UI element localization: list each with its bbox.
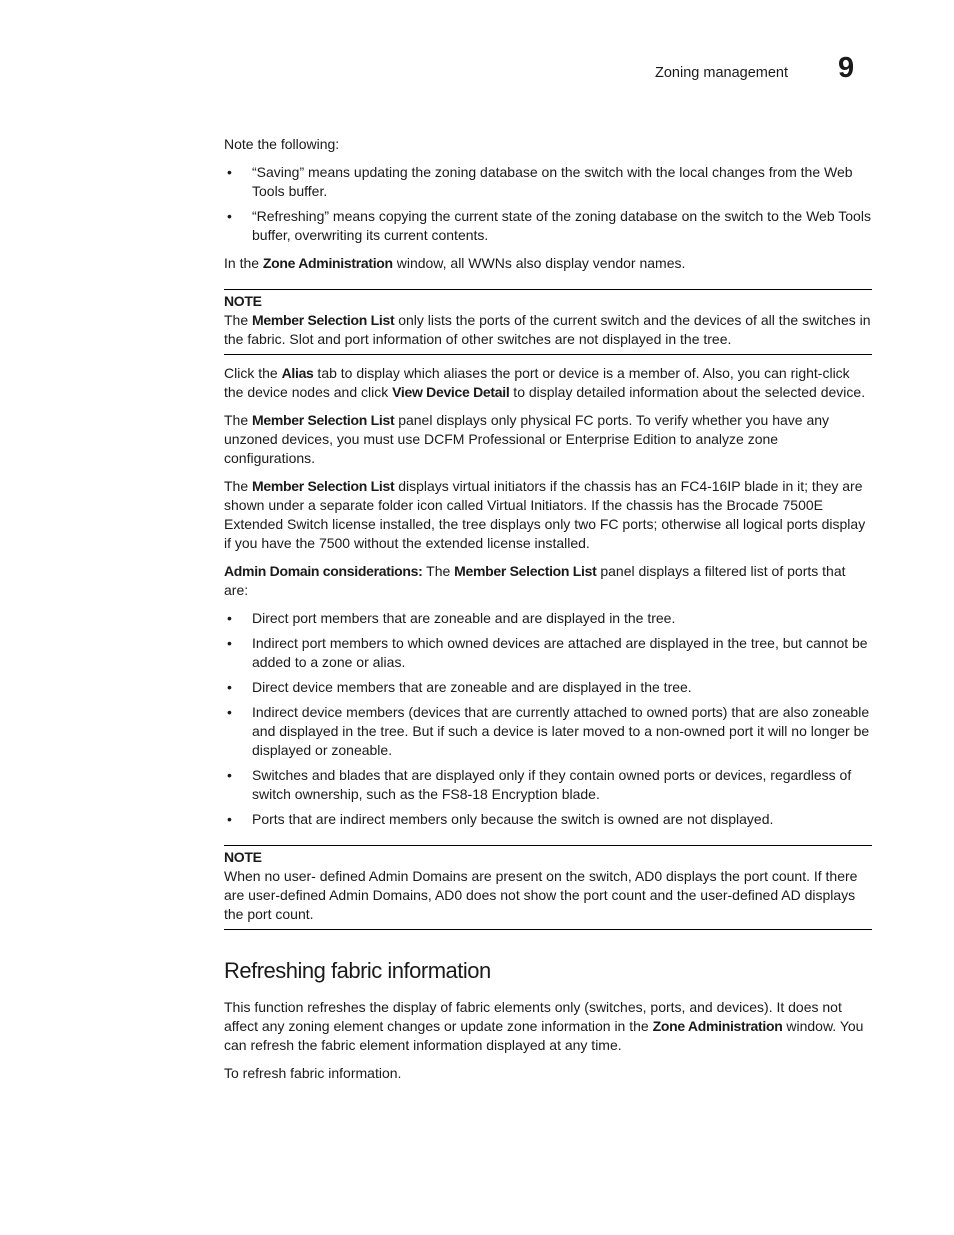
chapter-number: 9: [838, 52, 855, 84]
ui-term: Member Selection List: [252, 478, 395, 494]
admin-domain-paragraph: Admin Domain considerations: The Member Selection List panel displays a filtered list of ports that are:: [224, 563, 846, 598]
list-item: • “Saving” means updating the zoning database on the switch with the local changes from the Web Tools buffer.: [224, 163, 872, 201]
ui-term: Member Selection List: [454, 563, 597, 579]
procedure-intro: To refresh fabric information.: [224, 1065, 402, 1081]
refresh-description-paragraph: This function refreshes the display of fabric elements only (switches, ports, and devices). It does not affect any zoning element changes or update zone information in the Zone Administration window. You can refresh the fabric element information displayed at any time.: [224, 999, 864, 1053]
list-item: • Indirect port members to which owned devices are attached are displayed in the tree, but cannot be added to a zone or alias.: [224, 634, 872, 672]
note-label: NOTE: [224, 293, 262, 309]
page-body: [224, 135, 872, 1092]
ui-term: Alias: [281, 365, 314, 381]
ui-term: Zone Administration: [262, 255, 393, 271]
intro-paragraph: Note the following:: [224, 136, 340, 152]
section-heading: Refreshing fabric information: [224, 958, 491, 983]
note-label: NOTE: [224, 849, 262, 865]
vendor-names-paragraph: In the Zone Administration window, all WWNs also display vendor names.: [224, 255, 686, 271]
ui-term: Member Selection List: [252, 412, 395, 428]
alias-paragraph: Click the Alias tab to display which aliases the port or device is a member of. Also, you can right-click the device nodes and click View Device Detail to display detailed information about the selected device.: [224, 365, 866, 400]
note-box: [224, 289, 872, 355]
note-text: When no user- defined Admin Domains are present on the switch, AD0 displays the port count. If there are user-defined Admin Domains, AD0 does not show the port count and the user-defined AD displays the port count.: [224, 868, 858, 922]
ui-term: Member Selection List: [252, 312, 395, 328]
section-title: Zoning management: [655, 65, 788, 81]
note-text: The Member Selection List only lists the ports of the current switch and the devices of all the switches in the fabric. Slot and port information of other switches are not displayed in the tree.: [224, 312, 871, 347]
list-item: • Indirect device members (devices that are currently attached to owned ports) that are also zoneable and displayed in the tree. But if such a device is later moved to a non-owned port it will no longer be displayed or zoneable.: [224, 703, 872, 760]
physical-ports-paragraph: The Member Selection List panel displays only physical FC ports. To verify whether you have any unzoned devices, you must use DCFM Professional or Enterprise Edition to analyze zone configurations.: [224, 412, 830, 466]
ui-term: Zone Administration: [652, 1018, 783, 1034]
list-item: • Direct port members that are zoneable and are displayed in the tree.: [224, 609, 872, 628]
filtered-ports-list: [224, 609, 872, 829]
ui-term: View Device Detail: [392, 384, 510, 400]
list-item: • “Refreshing” means copying the current state of the zoning database on the switch to the Web Tools buffer, overwriting its current contents.: [224, 207, 872, 245]
list-item: • Direct device members that are zoneable and are displayed in the tree.: [224, 678, 872, 697]
note-box: [224, 845, 872, 930]
saving-refreshing-list: [224, 163, 872, 245]
list-item: • Switches and blades that are displayed only if they contain owned ports or devices, regardless of switch ownership, such as the FS8-18 Encryption blade.: [224, 766, 872, 804]
list-item: • Ports that are indirect members only because the switch is owned are not displayed.: [224, 810, 872, 829]
virtual-initiators-paragraph: The Member Selection List displays virtual initiators if the chassis has an FC4-16IP blade in it; they are shown under a separate folder icon called Virtual Initiators. If the chassis has the Brocade 7500E Extended Switch license installed, the tree displays only two FC ports; otherwise all logical ports display if you have the 7500 without the extended license installed.: [224, 478, 866, 551]
run-in-heading: Admin Domain considerations:: [224, 563, 423, 579]
